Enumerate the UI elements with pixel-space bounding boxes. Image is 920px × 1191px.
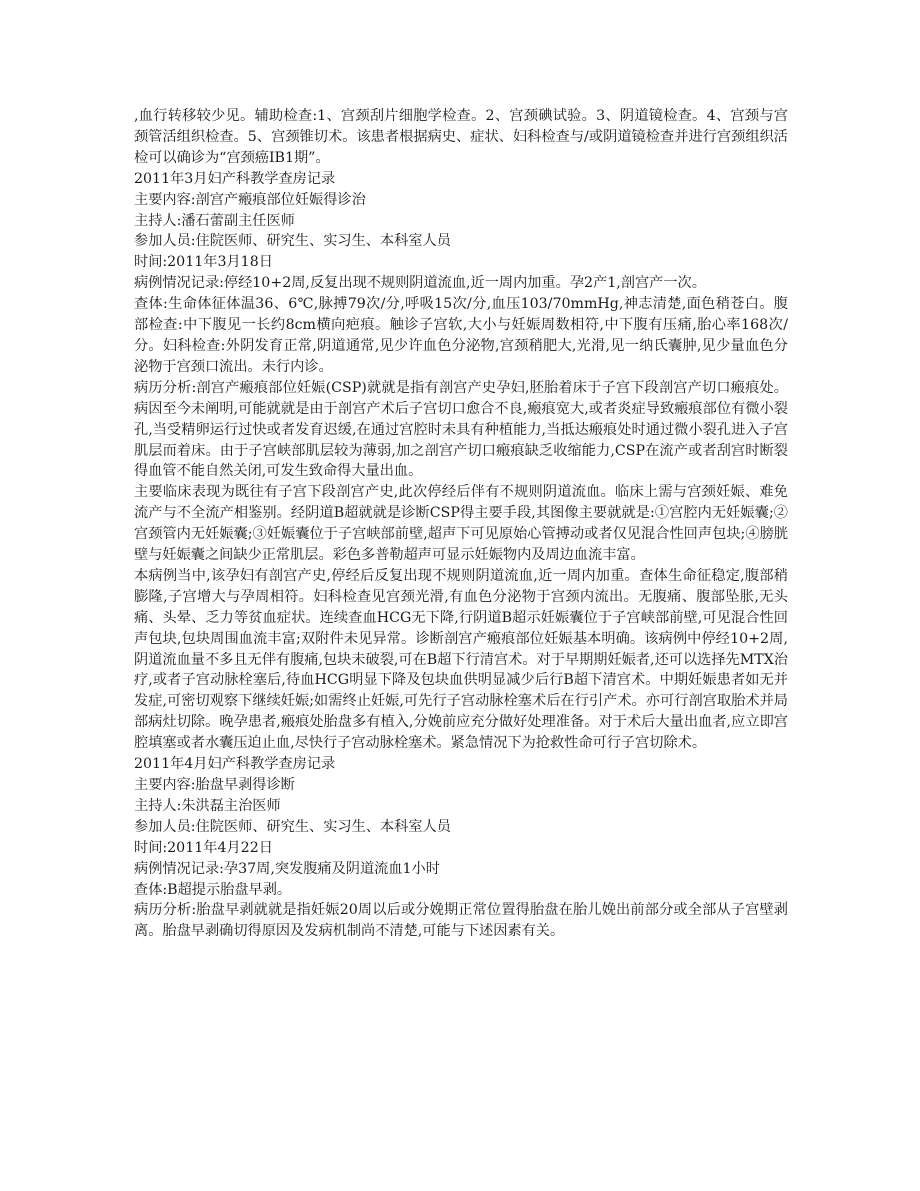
april-participants: 参加人员:住院医师、研究生、实习生、本科室人员	[134, 818, 451, 835]
march-clinical-manifestation: 主要临床表现为既往有子宫下段剖宫产史,此次停经后伴有不规则阴道流血。临床上需与宫颈妊娠、难免流产与不全流产相鉴别。经阴道B超就就是诊断CSP得主要手段,其图像主要就就是:①宫腔内无妊娠囊;②宫颈管内无妊娠囊;③妊娠囊位于子宫峡部前壁,超声下可见原始心管搏动或者仅见混合性回声包块;④膀胱壁与妊娠囊之间缺少正常肌层。彩色多普勒超声可显示妊娠物内及周边血流丰富。	[134, 484, 788, 564]
march-date: 时间:2011年3月18日	[134, 254, 273, 271]
march-host: 主持人:潘石蕾副主任医师	[134, 212, 295, 229]
april-case-analysis: 病历分析:胎盘早剥就就是指妊娠20周以后或分娩期正常位置得胎盘在胎儿娩出前部分或全部从子宫壁剥离。胎盘早剥确切得原因及发病机制尚不清楚,可能与下述因素有关。	[134, 902, 788, 940]
april-host: 主持人:朱洪磊主治医师	[134, 797, 281, 814]
march-case-discussion: 本病例当中,该孕妇有剖宫产史,停经后反复出现不规则阴道流血,近一周内加重。查体生命征稳定,腹部稍膨隆,子宫增大与孕周相符。妇科检查见宫颈光滑,有血色分泌物于宫颈内流出。无腹痛、腹部坠胀,无头痛、头晕、乏力等贫血症状。连续查血HCG无下降,行阴道B超示妊娠囊位于子宫峡部前壁,可见混合性回声包块,包块周围血流丰富;双附件未见异常。诊断剖宫产瘢痕部位妊娠基本明确。该病例中停经10+2周,阴道流血量不多且无伴有腹痛,包块未破裂,可在B超下行清宫术。对于早期期妊娠者,还可以选择先MTX治疗,或者子宫动脉栓塞后,待血HCG明显下降及包块血供明显减少后行B超下清宫术。中期妊娠患者如无并发症,可密切观察下继续妊娠;如需终止妊娠,可先行子宫动脉栓塞术后在行引产术。亦可行剖宫取胎术并局部病灶切除。晚孕患者,瘢痕处胎盘多有植入,分娩前应充分做好处理准备。对于术后大量出血者,应立即宫腔填塞或者水囊压迫止血,尽快行子宫动脉栓塞术。紧急情况下为抢救性命可行子宫切除术。	[134, 567, 788, 752]
april-date: 时间:2011年4月22日	[134, 839, 273, 856]
april-physical-exam: 查体:B超提示胎盘早剥。	[134, 881, 292, 898]
heading-march-rounds: 2011年3月妇产科教学查房记录	[134, 170, 336, 187]
march-case-record: 病例情况记录:停经10+2周,反复出现不规则阴道流血,近一周内加重。孕2产1,剖宫产一次。	[134, 275, 706, 292]
april-case-record: 病例情况记录:孕37周,突发腹痛及阴道流血1小时	[134, 860, 440, 877]
march-case-analysis: 病历分析:剖宫产瘢痕部位妊娠(CSP)就就是指有剖宫产史孕妇,胚胎着床于子宫下段剖宫产切口瘢痕处。病因至今未阐明,可能就就是由于剖宫产术后子宫切口愈合不良,瘢痕宽大,或者炎症导致瘢痕部位有微小裂孔,当受精卵运行过快或者发育迟缓,在通过宫腔时未具有种植能力,当抵达瘢痕处时通过微小裂孔进入子宫肌层而着床。由于子宫峡部肌层较为薄弱,加之剖宫产切口瘢痕缺乏收缩能力,CSP在流产或者刮宫时断裂得血管不能自然关闭,可发生致命得大量出血。	[134, 379, 788, 480]
april-main-content: 主要内容:胎盘早剥得诊断	[134, 777, 295, 793]
march-physical-exam: 查体:生命体征体温36、6℃,脉搏79次/分,呼吸15次/分,血压103/70mmHg,神志清楚,面色稍苍白。腹部检查:中下腹见一长约8cm横向疤痕。触诊子宫软,大小与妊娠周数相符,中下腹有压痛,胎心率168次/分。妇科检查:外阴发育正常,阴道通常,见少许血色分泌物,宫颈稍肥大,光滑,见一纳氏囊肿,见少量血色分泌物于宫颈口流出。未行内诊。	[134, 296, 788, 375]
march-main-content: 主要内容:剖宫产瘢痕部位妊娠得诊治	[134, 191, 366, 208]
paragraph-cervical-cancer-diagnosis: ,血行转移较少见。辅助检查:1、宫颈刮片细胞学检查。2、宫颈碘试验。3、阴道镜检查。4、宫颈与宫颈管活组织检查。5、宫颈锥切术。该患者根据病史、症状、妇科检查与/或阴道镜检查并进行宫颈组织活检可以确诊为“宫颈癌IB1期”。	[134, 108, 788, 166]
heading-april-rounds: 2011年4月妇产科教学查房记录	[134, 756, 336, 773]
march-participants: 参加人员:住院医师、研究生、实习生、本科室人员	[134, 233, 451, 250]
document-page	[134, 106, 788, 942]
